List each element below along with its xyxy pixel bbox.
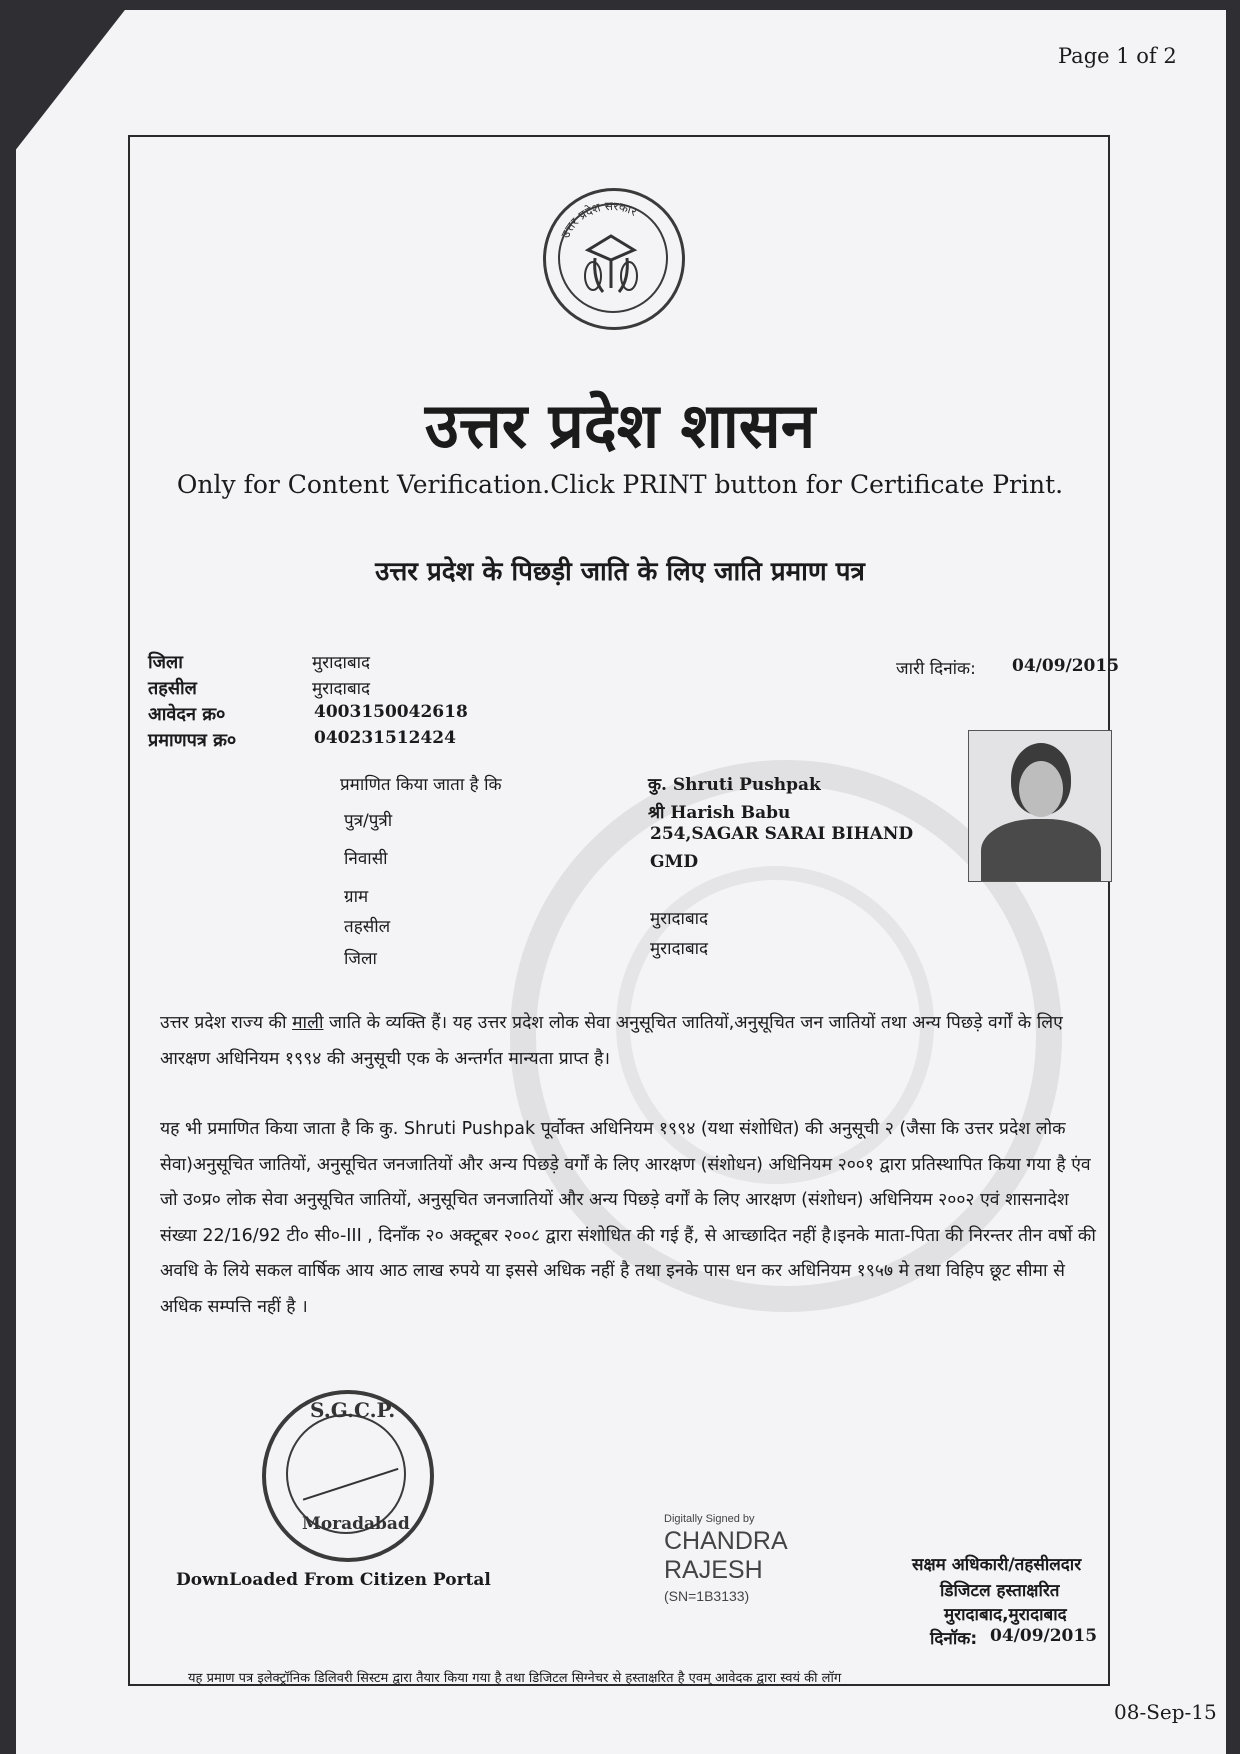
issue-date-label: जारी दिनांक: — [896, 659, 976, 679]
up-government-emblem-icon — [543, 188, 685, 330]
person-district-label: जिला — [344, 949, 377, 969]
office-seal-stamp — [262, 1390, 434, 1562]
relation-label: पुत्र/पुत्री — [344, 811, 393, 831]
seal-bottom-text: Moradabad — [302, 1514, 410, 1534]
signer-name-line-1: CHANDRA — [664, 1527, 788, 1555]
certified-label: प्रमाणित किया जाता है कि — [340, 775, 502, 795]
emblem-text: उत्तर प्रदेश सरकार — [558, 198, 640, 241]
certificate-number: 040231512424 — [314, 728, 456, 748]
footer-note: यह प्रमाण पत्र इलेक्ट्रॉनिक डिलिवरी सिस्टम द्वारा तैयार किया गया है तथा डिजिटल सिग्नेचर से हस्ताक्षरित है एवम् आवेदक द्वारा स्वयं की लॉग — [188, 1671, 842, 1686]
applicant-photo — [968, 730, 1112, 882]
emblem-svg — [543, 188, 679, 324]
person-district: मुरादाबाद — [650, 939, 709, 959]
caste-paragraph-rest: जाति के व्यक्ति हैं। यह उत्तर प्रदेश लोक सेवा अनुसूचित जातियों,अनुसूचित जन जातियों तथा अन्य पिछड़े वर्गों के लिए आरक्षण अधिनियम १९९४ की अनुसूची एक के अन्तर्गत मान्यता प्राप्त है। — [160, 1013, 1063, 1069]
authority-date-label: दिनॉक: — [930, 1629, 978, 1649]
verification-notice: Only for Content Verification.Click PRINT button for Certificate Print. — [176, 470, 1064, 499]
application-label: आवेदन क्र० — [148, 704, 226, 725]
father-name: श्री Harish Babu — [648, 803, 791, 823]
issue-date: 04/09/2015 — [1012, 656, 1120, 676]
svg-text:उत्तर प्रदेश सरकार — [558, 199, 640, 241]
person-tehsil-label: तहसील — [344, 917, 391, 937]
authority-location: मुरादाबाद,मुरादाबाद — [944, 1605, 1067, 1625]
tehsil-value: मुरादाबाद — [312, 679, 371, 699]
address-line-1: 254,SAGAR SARAI BIHAND — [650, 824, 914, 844]
creamy-layer-paragraph: यह भी प्रमाणित किया जाता है कि कु. Shruti Pushpak पूर्वोक्त अधिनियम १९९४ (यथा संशोधित) की अनुसूची २ (जैसा कि उत्तर प्रदेश लोक सेवा)अनुसूचित जातियों, अनुसूचित जनजातियों और अन्य पिछड़े वर्गों के लिए आरक्षण (संशोधन) अधिनियम २००१ द्वारा प्रतिस्थापित किया गया है एंव जो उ०प्र० लोक सेवा अनुसूचित जातियों, अनुसूचित जनजातियों और अन्य पिछड़े वर्गों के लिए आरक्षण (संशोधन) अधिनियम २००२ एवं शासनादेश संख्या 22/16/92 टी० सी०-III , दिनाँक २० अक्टूबर २००८ द्वारा संशोधित की गई हैं, से आच्छादित नहीं है।इनके माता-पिता की निरन्तर तीन वर्षो की अवधि के लिये सकल वार्षिक आय आठ लाख रुपये या इससे अधिक नहीं है तथा इनके पास धन कर अधिनियम १९५७ मे तथा विहिप छूट सीमा से अधिक सम्पत्ति नहीं है । — [160, 1119, 1096, 1317]
person-name: कु. Shruti Pushpak — [648, 775, 821, 795]
authority-digital-signed: डिजिटल हस्ताक्षरित — [940, 1581, 1060, 1601]
downloaded-note: DownLoaded From Citizen Portal — [176, 1570, 491, 1590]
caste-paragraph-start: उत्तर प्रदेश राज्य की — [160, 1013, 293, 1033]
address-line-2: GMD — [650, 852, 699, 872]
tehsil-label: तहसील — [148, 678, 197, 699]
seal-top-text: S.G.C.P. — [310, 1398, 396, 1422]
resident-label: निवासी — [344, 849, 388, 869]
caste-paragraph — [160, 1006, 1100, 1077]
signer-serial: (SN=1B3133) — [664, 1588, 750, 1604]
photo-face — [1019, 761, 1063, 817]
page-number: Page 1 of 2 — [1058, 44, 1177, 68]
district-label: जिला — [148, 652, 183, 673]
district-value: मुरादाबाद — [312, 653, 371, 673]
application-number: 4003150042618 — [314, 702, 468, 722]
village-label: ग्राम — [344, 887, 369, 907]
certificate-number-label: प्रमाणपत्र क्र० — [148, 730, 237, 751]
caste-name: माली — [292, 1013, 324, 1033]
digital-sign-label: Digitally Signed by — [664, 1513, 755, 1525]
authority-date: 04/09/2015 — [990, 1626, 1098, 1646]
signer-name-line-2: RAJESH — [664, 1556, 763, 1584]
title-hindi: उत्तर प्रदेश शासन — [424, 389, 816, 462]
handwritten-signature — [294, 1439, 399, 1500]
certificate-title: उत्तर प्रदेश के पिछड़ी जाति के लिए जाति प्रमाण पत्र — [375, 557, 865, 587]
photo-body — [981, 819, 1101, 882]
authority-title: सक्षम अधिकारी/तहसीलदार — [912, 1555, 1082, 1575]
print-date: 08-Sep-15 — [1114, 1700, 1217, 1724]
person-tehsil: मुरादाबाद — [650, 909, 709, 929]
